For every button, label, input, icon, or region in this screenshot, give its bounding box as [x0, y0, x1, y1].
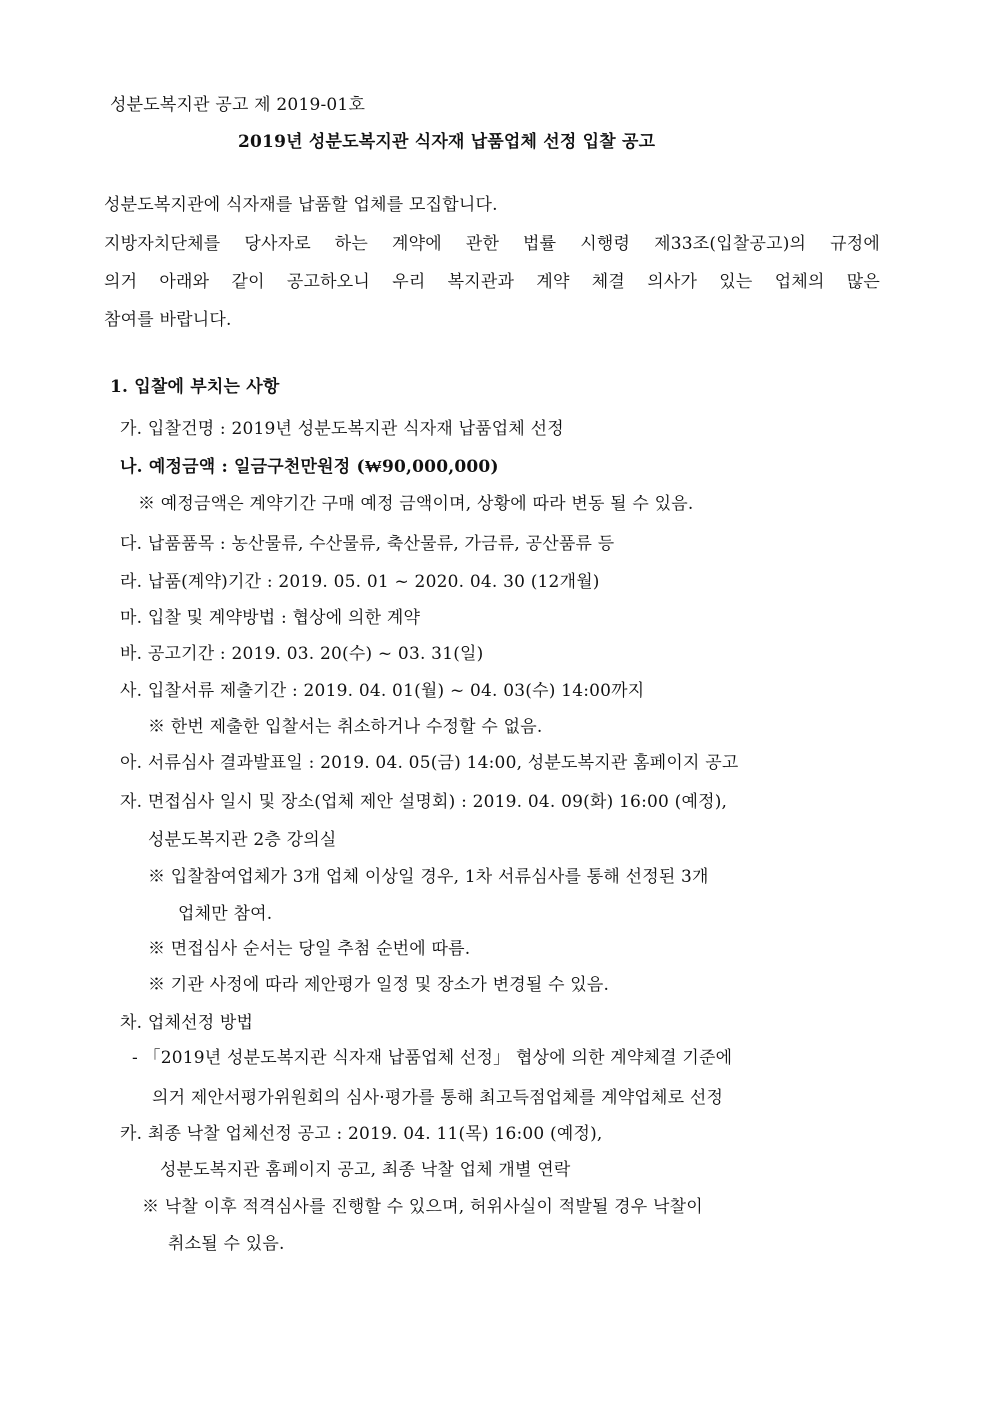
- item-a: 아. 서류심사 결과발표일 : 2019. 04. 05(금) 14:00, 성분도복지관 홈페이지 공고: [120, 753, 739, 773]
- item-ja-note-2: ※ 면접심사 순서는 당일 추첨 순번에 따름.: [148, 939, 471, 959]
- intro-line-3: 의거 아래와 같이 공고하오니 우리 복지관과 계약 체결 의사가 있는 업체의 많은: [104, 272, 880, 292]
- item-ka-continued: 성분도복지관 홈페이지 공고, 최종 낙찰 업체 개별 연락: [160, 1160, 571, 1180]
- intro-line-2: 지방자치단체를 당사자로 하는 계약에 관한 법률 시행령 제33조(입찰공고)의 규정에: [104, 234, 880, 254]
- item-ra: 라. 납품(계약)기간 : 2019. 05. 01 ~ 2020. 04. 30 (12개월): [120, 572, 600, 592]
- item-ja: 자. 면접심사 일시 및 장소(업체 제안 설명회) : 2019. 04. 09(화) 16:00 (예정),: [120, 792, 728, 812]
- item-sa-note: ※ 한번 제출한 입찰서는 취소하거나 수정할 수 없음.: [148, 717, 543, 737]
- item-ja-continued: 성분도복지관 2층 강의실: [148, 830, 337, 850]
- item-na: 나. 예정금액 : 일금구천만원정 (₩90,000,000): [120, 457, 499, 477]
- item-cha-desc-2: 의거 제안서평가위원회의 심사·평가를 통해 최고득점업체를 계약업체로 선정: [152, 1088, 724, 1108]
- section-heading: 1. 입찰에 부치는 사항: [110, 377, 280, 397]
- item-ja-note-3: ※ 기관 사정에 따라 제안평가 일정 및 장소가 변경될 수 있음.: [148, 975, 610, 995]
- item-ja-note-1: ※ 입찰참여업체가 3개 업체 이상일 경우, 1차 서류심사를 통해 선정된 3개: [148, 867, 709, 887]
- item-ka-note-1: ※ 낙찰 이후 적격심사를 진행할 수 있으며, 허위사실이 적발될 경우 낙찰이: [142, 1197, 703, 1217]
- item-ja-note-1-continued: 업체만 참여.: [178, 904, 273, 924]
- notice-number: 성분도복지관 공고 제 2019-01호: [110, 95, 366, 115]
- item-na-note: ※ 예정금액은 계약기간 구매 예정 금액이며, 상황에 따라 변동 될 수 있음.: [138, 494, 694, 514]
- item-sa: 사. 입찰서류 제출기간 : 2019. 04. 01(월) ~ 04. 03(수) 14:00까지: [120, 681, 645, 701]
- item-ba: 바. 공고기간 : 2019. 03. 20(수) ~ 03. 31(일): [120, 644, 484, 664]
- item-cha: 차. 업체선정 방법: [120, 1013, 254, 1033]
- item-ka-note-2: 취소될 수 있음.: [168, 1234, 285, 1254]
- intro-line-4: 참여를 바랍니다.: [104, 310, 232, 330]
- item-ma: 마. 입찰 및 계약방법 : 협상에 의한 계약: [120, 608, 421, 628]
- document-title: 2019년 성분도복지관 식자재 납품업체 선정 입찰 공고: [238, 132, 656, 152]
- item-ka: 카. 최종 낙찰 업체선정 공고 : 2019. 04. 11(목) 16:00 (예정),: [120, 1124, 603, 1144]
- intro-line-1: 성분도복지관에 식자재를 납품할 업체를 모집합니다.: [104, 195, 498, 215]
- item-da: 다. 납품품목 : 농산물류, 수산물류, 축산물류, 가금류, 공산품류 등: [120, 534, 615, 554]
- item-cha-desc-1: - 「2019년 성분도복지관 식자재 납품업체 선정」 협상에 의한 계약체결 기준에: [132, 1048, 733, 1068]
- item-ga: 가. 입찰건명 : 2019년 성분도복지관 식자재 납품업체 선정: [120, 419, 564, 439]
